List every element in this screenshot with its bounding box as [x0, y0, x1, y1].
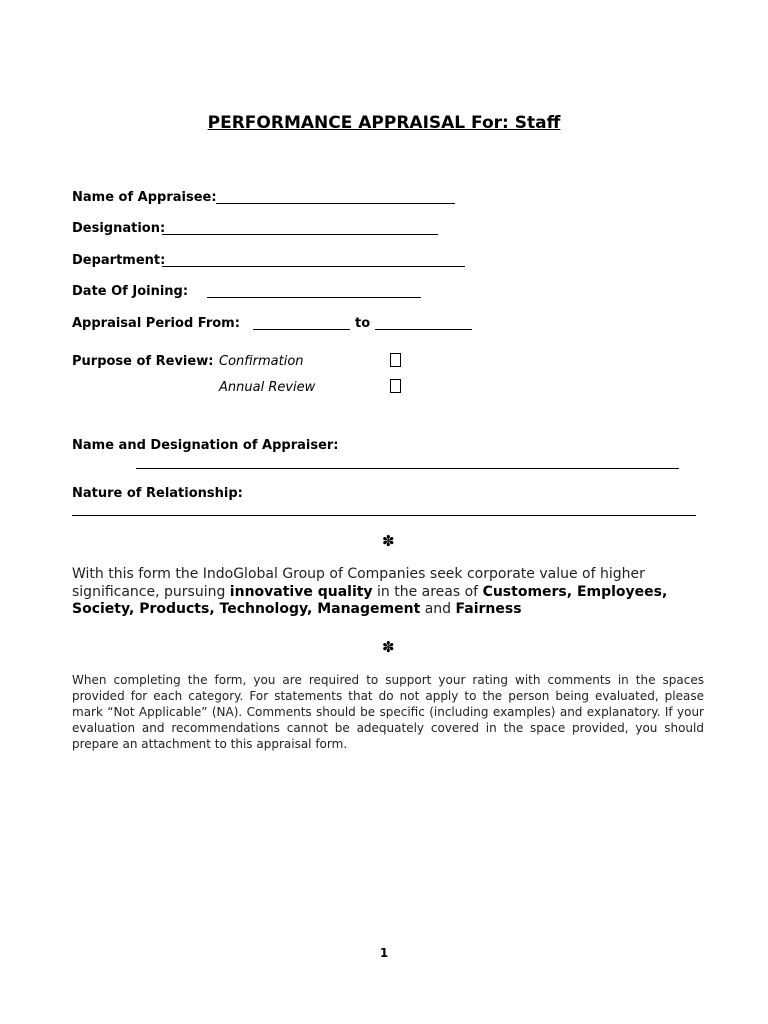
appraisal-period-to-label: to [355, 316, 371, 331]
confirmation-option-label: Confirmation [219, 354, 304, 369]
ornament-divider-icon: ✽ [382, 638, 395, 656]
page-title: PERFORMANCE APPRAISAL For: Staff [207, 113, 561, 133]
annual-review-checkbox[interactable] [390, 379, 401, 393]
appraiser-name-designation-label: Name and Designation of Appraiser: [72, 438, 339, 453]
appraiser-name-designation-field[interactable] [136, 468, 679, 469]
annual-review-option-label: Annual Review [219, 380, 316, 395]
date-of-joining-label: Date Of Joining: [72, 284, 189, 299]
appraisal-period-label: Appraisal Period From: [72, 316, 240, 331]
name-of-appraisee-label: Name of Appraisee: [72, 190, 217, 205]
instructions-paragraph: When completing the form, you are required to support your rating with comments in the spaces provided for each category. For statements that do not apply to the person being evaluated, please mark “Not Applicable” (NA). Comments should be specific (including examples) and explanatory. If your evaluation and recommendations cannot be adequately covered in the space provided, you should prepare an attachment to this appraisal form. [72, 673, 704, 751]
designation-field[interactable] [162, 234, 438, 235]
department-label: Department: [72, 253, 166, 268]
department-field[interactable] [162, 266, 465, 267]
ornament-divider-icon: ✽ [382, 532, 395, 550]
designation-label: Designation: [72, 221, 166, 236]
page-number: 1 [379, 946, 389, 960]
purpose-of-review-label: Purpose of Review: [72, 354, 214, 369]
nature-of-relationship-label: Nature of Relationship: [72, 486, 243, 501]
appraisal-period-to-field[interactable] [375, 329, 472, 330]
name-of-appraisee-field[interactable] [216, 203, 455, 204]
intro-paragraph: With this form the IndoGlobal Group of Companies seek corporate value of higher significance, pursuing innovative quality in the areas of Customers, Employees, Society, Products, Technology, Management and Fairness [72, 566, 668, 617]
nature-of-relationship-field[interactable] [72, 515, 696, 516]
appraisal-period-from-field[interactable] [253, 329, 350, 330]
confirmation-checkbox[interactable] [390, 353, 401, 367]
date-of-joining-field[interactable] [207, 297, 421, 298]
